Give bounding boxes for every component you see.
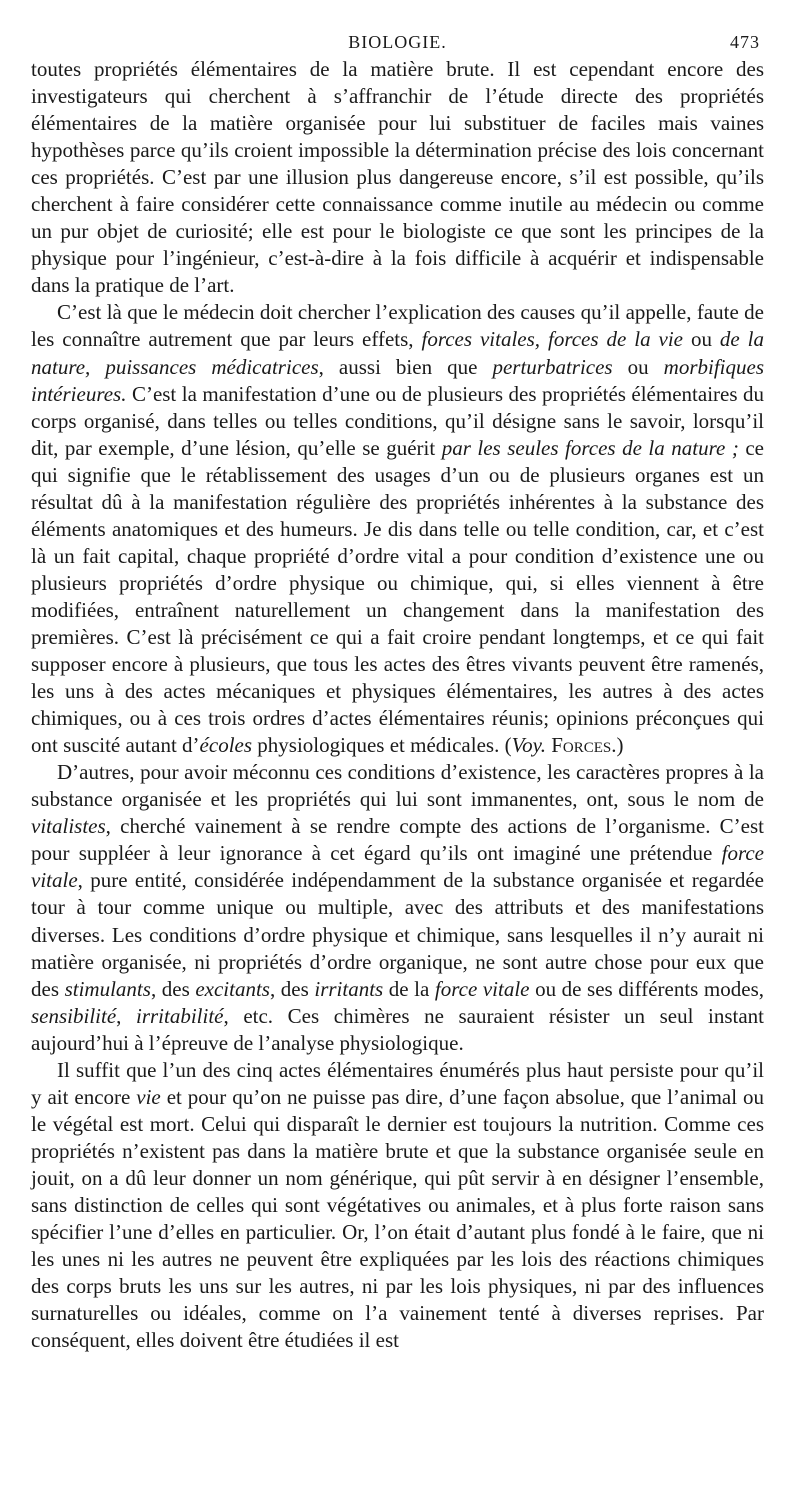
italic-text: stimulants xyxy=(64,976,151,1001)
italic-text: irritants xyxy=(314,976,384,1001)
text-run: , des xyxy=(150,976,196,1001)
italic-text: sensibilité xyxy=(31,1003,117,1028)
text-run: ou xyxy=(612,354,664,379)
text-run: physiologiques et médicales. ( xyxy=(252,733,512,758)
paragraph xyxy=(31,1057,764,1355)
italic-text: morbifiques intérieures. xyxy=(31,354,764,406)
paragraph xyxy=(31,56,764,299)
text-run: C’est la manifestation d’une ou de plusieurs des propriétés élémentaires du corps organisé, dans telles ou telles conditions, qu’il désigne sans le savoir, lorsqu’il dit, par exemple, d’une lésion, qu’elle se guérit xyxy=(31,381,764,460)
page-number: 473 xyxy=(730,32,760,52)
text-run: , etc. Ces chimères ne sauraient résister un seul instant aujourd’hui à l’épreuve de l’analyse physiologique. xyxy=(31,1003,765,1055)
text-run: .) xyxy=(611,733,624,758)
text-run: de la xyxy=(383,976,435,1001)
small-caps-text: Forces xyxy=(551,733,612,758)
italic-text: Voy. xyxy=(511,733,546,758)
italic-text: force vitale xyxy=(31,841,764,893)
body-text xyxy=(31,56,764,1354)
paragraph xyxy=(31,299,764,759)
text-run: , aussi bien que xyxy=(318,354,493,379)
italic-text: excitants xyxy=(195,976,270,1001)
text-run: toutes propriétés élémentaires de la matière brute. Il est cependant encore des investigateurs qui cherchent à s’affranchir de l’étude directe des propriétés élémentaires de la matière organisée pour lui substituer de faciles mais vaines hypothèses parce qu’ils croient impossible la détermination précise des lois concernant ces propriétés. C’est par une illusion plus dangereuse encore, s’il est possible, qu’ils cherchent à faire considérer cette connaissance comme inutile au médecin ou comme un pur objet de curiosité; elle est pour le biologiste ce que sont les principes de la physique pour l’ingénieur, c’est-à-dire à la fois difficile à acquérir et indispensable dans la pratique de l’art. xyxy=(31,57,764,298)
text-run: ou de ses différents modes, xyxy=(529,976,764,1001)
text-run: , cherché vainement à se rendre compte des actions de l’organisme. C’est pour suppléer à leur ignorance à cet égard qu’ils ont imaginé une prétendue xyxy=(31,814,764,866)
text-run: D’autres, pour avoir méconnu ces conditions d’existence, les caractères propres à la substance organisée et les propriétés qui lui sont immanentes, ont, sous le nom de xyxy=(31,760,764,812)
paragraph xyxy=(31,759,764,1057)
italic-text: de la nature, puissances médicatrices xyxy=(31,327,765,379)
text-run: C’est là que le médecin doit chercher l’explication des causes qu’il appelle, faute de les connaître autrement que par leurs effets, xyxy=(31,300,764,352)
book-page xyxy=(31,28,764,1354)
text-run: , pure entité, considérée indépendamment de la substance organisée et regardée tour à tour comme unique ou multiple, avec des attributs et des manifestations diverses. Les conditions d’ordre physique et chimique, sans lesquelles il n’y aurait ni matière organisée, ni propriétés d’ordre organique, ne sont autre chose pour eux que des xyxy=(31,868,764,1001)
text-run: et pour qu’on ne puisse pas dire, d’une façon absolue, que l’animal ou le végétal est mort. Celui qui disparaît le dernier est toujours la nutrition. Comme ces propriétés n’existent pas dans la matière brute et que la substance organisée seule en jouit, on a dû leur donner un nom générique, qui pût servir à en désigner l’ensemble, sans distinction de celles qui sont végétatives ou animales, et à plus forte raison sans spécifier l’une d’elles en particulier. Or, l’on était d’autant plus fondé à le faire, que ni les unes ni les autres ne peuvent être expliquées par les lois des réactions chimiques des corps bruts les uns sur les autres, ni par les lois physiques, ni par des influences surnaturelles ou idéales, comme on l’a vainement tenté à diverses reprises. Par conséquent, elles doivent être étudiées il est xyxy=(31,1084,764,1353)
text-run: , xyxy=(116,1003,136,1028)
italic-text: écoles xyxy=(199,733,253,758)
text-run: , des xyxy=(269,976,315,1001)
italic-text: forces vitales, forces de la vie xyxy=(421,327,684,352)
running-head-title: BIOLOGIE. xyxy=(348,32,447,52)
italic-text: irritabilité xyxy=(136,1003,224,1028)
text-run: Il suffit que l’un des cinq actes élémentaires énumérés plus haut persiste pour qu’il y ait encore xyxy=(31,1057,764,1109)
text-run: ce qui signifie que le rétablissement des usages d’un ou de plusieurs organes est un résultat dû à la manifestation régulière des propriétés inhérentes à la substance des éléments anatomiques et des humeurs. Je dis dans telle ou telle condition, car, et c’est là un fait capital, chaque propriété d’ordre vital a pour condition d’existence une ou plusieurs propriétés d’ordre physique ou chimique, qui, si elles viennent à être modifiées, entraînent naturellement un changement dans la manifestation des premières. C’est là précisément ce qui a fait croire pendant longtemps, et ce qui fait supposer encore à plusieurs, que tous les actes des êtres vivants peuvent être ramenés, les uns à des actes mécaniques et physiques élémentaires, les autres à des actes chimiques, ou à ces trois ordres d’actes élémentaires réunis; opinions préconçues qui ont suscité autant d’ xyxy=(31,435,764,758)
italic-text: vie xyxy=(136,1084,161,1109)
italic-text: perturbatrices xyxy=(492,354,613,379)
running-head xyxy=(31,28,764,56)
italic-text: vitalistes xyxy=(31,814,106,839)
text-run: ou xyxy=(683,327,720,352)
italic-text: force vitale xyxy=(434,976,530,1001)
italic-text: par les seules forces de la nature ; xyxy=(441,435,739,460)
